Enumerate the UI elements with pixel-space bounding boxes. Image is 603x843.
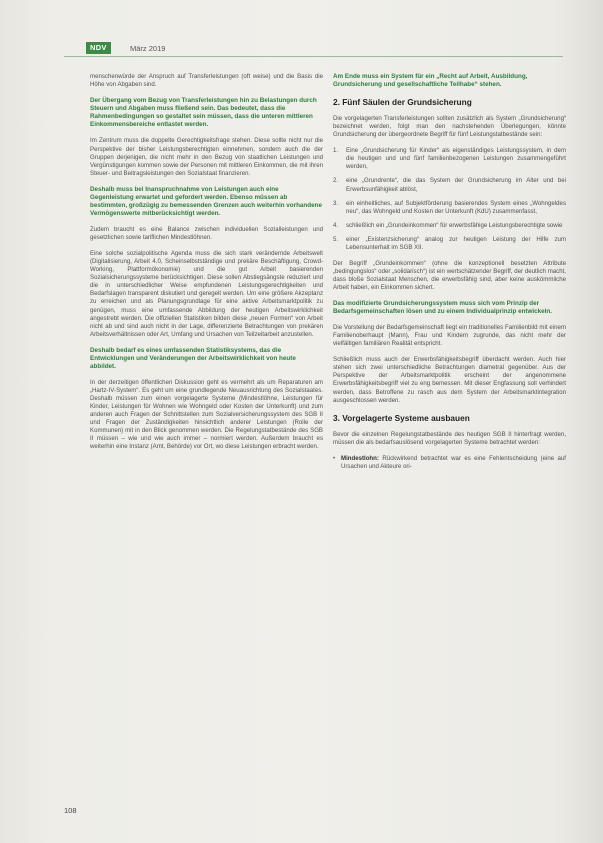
body-paragraph: Der Begriff „Grundeinkommen“ (ohne die konzeptionell besetzten Attribute „bedingungslos“ oder „solidarisch“) ist ein wertschätzender Begriff, der deutlich macht, dass bloße Sozialstaat Menschen, die erwerbsfähig sind, aber keine auskömmliche Arbeit haben, ein Einkommen sichert. [333,259,566,291]
body-paragraph: Die vorgelagerten Transferleistungen sollten zusätzlich als System „Grundsicherung“ bezeichnet werden, folgt man den nachstehenden Überlegungen, könnte Grundsicherung der übergeordnete Begriff für fünf Leistungstatbestände sein: [333,115,566,139]
list-item-number: 2. [333,177,339,185]
right-column [333,73,566,479]
body-paragraph: Bevor die einzelnen Regelungstatbestände des heutigen SGB II hinterfragt werden, müssen die als bedarfsauslösend vorgelagerten Systeme betrachtet werden: [333,430,566,446]
section-heading: 2. Fünf Säulen der Grundsicherung [333,97,472,108]
page-number: 108 [64,806,77,815]
bullet-item [333,455,566,471]
bullet-icon: • [333,454,336,462]
numbered-list [333,147,566,251]
body-paragraph: Im Zentrum muss die doppelte Gerechtigkeitsfrage stehen. Diese sollte nicht nur die Perspektive der bisher Leistungsberechtigten einnehmen, sondern auch die der Gruppen derjenigen, die nicht mehr in den Bezug von staatlichen Leistungen und Vergünstigungen kommen sowie der Personen mit mittleren Einkommen, die mit ihren Steuer- und Beitragsleistungen den Sozialstaat finanzieren. [90,137,323,177]
list-item-text: Eine „Grundsicherung für Kinder“ als eigenständiges Leistungssystem, in dem die heutigen und und fünf familienbezogenen Leistungen zusammengeführt werden, [346,147,566,171]
list-item-text: ein einheitliches, auf Subjektförderung basierendes System eines „Wohngeldes neu“, das Wohngeld und Kosten der Unterkunft (KdU) zusammenfasst, [346,199,566,215]
list-item [333,236,566,252]
body-paragraph: Eine solche sozialpolitische Agenda muss die sich stark verändernde Arbeitswelt (Digitalisierung, Arbeit 4.0, Scheinselbstständige und prekäre Beschäftigung, Crowd-Working, Plattformökonomie) und die gut Arbeit basierenden Sozialsicherungssysteme berücksichtigen. Diese sollen Abstiegsängste reduziert und die in unterschiedlicher Weise empfundenen Leistungsgerechtigkeiten und Bedarfslagen transparent diskutiert und geregelt werden. Um eine größere Akzeptanz zu erreichen und als Planungsgrundlage für eine aktive Arbeitsmarktpolitik zu genügen, muss eine umfassende Abbildung der heutigen Arbeitswirklichkeit angestrebt werden. Die offiziellen Statistiken bilden diese „neuen Formen“ von Arbeit nicht ab und sind auch nicht in der Lage, differenzierte Betrachtungen von prekären Arbeitsverhältnissen oder Art, Umfang und Ursachen von Teilzeitarbeit anzustellen. [90,250,323,338]
highlight-paragraph: Am Ende muss ein System für ein „Recht auf Arbeit, Ausbildung, Grundsicherung und gesellschaftliche Teilhabe“ stehen. [333,73,528,89]
issue-date: März 2019 [130,44,166,53]
highlight-paragraph: Das modifizierte Grundsicherungssystem muss sich vom Prinzip der Bedarfsgemeinschaften lösen und zu einem Individualprinzip entwickeln. [333,299,553,316]
list-item [333,177,566,193]
highlight-paragraph: Deshalb muss bei Inanspruchnahme von Leistungen auch eine Gegenleistung erwartet und gefordert werden. Ebenso müssen ab bestimmten, großzügig zu bemessenden Grenzen auch weiterhin vorhandene Vermögenswerte mitberücksichtigt werden. [90,185,322,217]
bullet-text [341,455,566,471]
list-item [333,147,566,171]
list-item [333,200,566,216]
highlight-paragraph: Der Übergang vom Bezug von Transferleistungen hin zu Belastungen durch Steuern und Abgaben muss fließend sein. Das bedeutet, dass die Rahmenbedingungen so gestaltet sein müssen, dass die unteren mittleren Einkommensbereiche entlastet werden. [90,97,317,129]
highlight-paragraph: Deshalb bedarf es eines umfassenden Statistiksystems, das die Entwicklungen und Veränderungen der Arbeitswirklichkeit von heute abbildet. [90,346,296,370]
page-header [64,42,563,57]
list-item-number: 3. [333,199,339,207]
section-heading: 3. Vorgelagerte Systeme ausbauen [333,412,470,423]
body-paragraph: menschenwürde der Anspruch auf Transferleistungen (oft weise) und die Basis die Höhe von Abgaben sind. [90,73,323,89]
bullet-lead: Mindestlohn: [341,454,379,462]
list-item [333,222,566,230]
left-column [90,73,323,459]
list-item-number: 1. [333,147,339,155]
list-item-text: eine „Grundrente“, die das System der Grundsicherung im Alter und bei Erwerbsunfähigkeit ablöst, [346,177,566,193]
body-paragraph: Zudem braucht es eine Balance zwischen individuellen Sozialleistungen und gesetzlichen sowie tariflichen Mindestlöhnen. [90,226,323,242]
journal-logo: NDV [86,42,111,54]
body-paragraph: In der derzeitigen öffentlichen Diskussion geht es vermehrt als um Reparaturen am „Hartz-IV-System“. Es geht um eine grundlegende Neuausrichtung des Sozialstaates. Deshalb müssen zum einen vorgelagerte Systeme (Mindestlöhne, Leistungen für Kinder, Leistungen für Wohnen wie Wohngeld oder Kosten der Unterkunft) und zum anderen auch Fragen der Schnittstellen zum Sozialversicherungssystem des SGB II und Fragen der Zuständigkeiten hinsichtlich anderer Leistungen (Rolle der Kommunen) mit in den Blick genommen werden. Die Regelungstatbestände des SGB II müssen – wie und wie auch immer – normiert werden. Außerdem braucht es weiterhin eine Instanz (Amt, Behörde) vor Ort, wo diese Leistungen erbracht werden. [90,378,323,451]
list-item-text: einer „Existenzsicherung“ analog zur heutigen Leistung der Hilfe zum Lebensunterhalt im SGB XII. [346,235,566,251]
body-paragraph: Die Vorstellung der Bedarfsgemeinschaft liegt ein traditionelles Familienbild mit einem Familienoberhaupt (Mann), Frau und Kindern zugrunde, das nicht mehr der vielfältigen familiären Realität entspricht. [333,324,566,348]
bullet-body: Rückwirkend betrachtet war es eine Fehlentscheidung (eine auf Ursachen und Akteure ori- [341,454,566,470]
list-item-number: 4. [333,221,339,229]
list-item-number: 5. [333,235,339,243]
body-paragraph: Schließlich muss auch der Erwerbsfähigkeitsbegriff überdacht werden. Auch hier stehen sich zwei unterschiedliche Betrachtungen diametral gegenüber. Aus der Perspektive der Arbeitsmarktpolitik erscheint der angenommene Erwerbsfähigkeitsbegriff viel zu eng bemessen. Mit dieser Engfassung soll verhindert werden, dass Betroffene zu rasch aus dem System der Arbeitsmarktintegration ausgeschlossen werden. [333,356,566,404]
list-item-text: schließlich ein „Grundeinkommen“ für erwerbsfähige Leistungsberechtigte sowie [346,221,563,229]
